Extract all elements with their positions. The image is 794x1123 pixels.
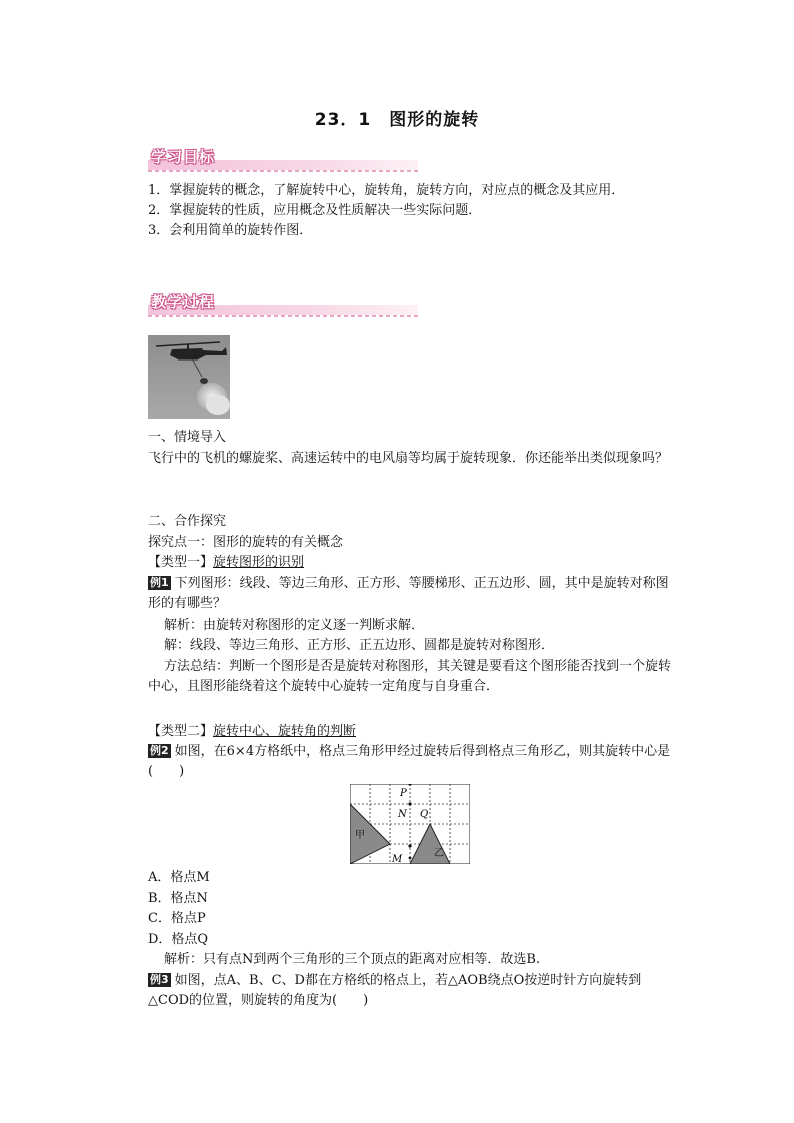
part1-heading: 一、情境导入: [148, 430, 227, 445]
point1-heading: 探究点一：图形的旋转的有关概念: [148, 535, 344, 550]
example1: [148, 574, 676, 614]
grid-figure: [350, 784, 470, 864]
example2-tag: 例2: [150, 744, 169, 757]
example3: [148, 971, 676, 1011]
goal-item: 1．掌握旋转的概念，了解旋转中心，旋转角，旋转方向，对应点的概念及其应用．: [148, 183, 625, 198]
example1-analysis: 解析：由旋转对称图形的定义逐一判断求解．: [164, 618, 425, 633]
label-Q: Q: [420, 809, 429, 820]
label-yi: 乙: [434, 848, 444, 859]
example1-tag: 例1: [150, 576, 169, 589]
type1-title: 旋转图形的识别: [213, 555, 305, 570]
label-jia: 甲: [355, 830, 365, 841]
label-P: P: [400, 788, 407, 799]
example2-analysis: 解析：只有点N到两个三角形的三个顶点的距离对应相等．故选B.: [164, 952, 541, 967]
example1-text: 下列图形：线段、等边三角形、正方形、等腰梯形、正五边形、圆，其中是旋转对称图形的有哪些？: [148, 576, 669, 611]
type2-heading: [148, 722, 356, 742]
goals-banner-label: 学习目标: [151, 148, 216, 166]
part1-text: 飞行中的飞机的螺旋桨、高速运转中的电风扇等均属于旋转现象．你还能举出类似现象吗？: [148, 451, 669, 466]
process-banner-label: 教学过程: [151, 293, 216, 311]
option-b: B．格点N: [148, 891, 208, 906]
page-title: 23．1 图形的旋转: [314, 110, 480, 130]
example1-solution: 解：线段、等边三角形、正方形、正五边形、圆都是旋转对称图形．: [164, 638, 555, 653]
part2-heading: 二、合作探究: [148, 514, 227, 529]
goals-banner: [148, 146, 418, 176]
example2-text: 如图，在6×4方格纸中，格点三角形甲经过旋转后得到格点三角形乙，则其旋转中心是( ): [148, 744, 671, 779]
type1-heading: [148, 553, 304, 573]
label-N: N: [398, 809, 407, 820]
type1-bracket: 【类型一】: [148, 555, 214, 570]
example3-text: 如图，点A、B、C、D都在方格纸的格点上，若△AOB绕点O按逆时针方向旋转到△COD的位置，则旋转的角度为( ): [148, 973, 642, 1008]
helicopter-photo: [148, 335, 230, 419]
option-d: D．格点Q: [148, 932, 209, 947]
type2-bracket: 【类型二】: [148, 724, 214, 739]
example3-tag: 例3: [150, 973, 169, 986]
label-M: M: [392, 854, 403, 864]
goal-item: 2．掌握旋转的性质，应用概念及性质解决一些实际问题．: [148, 203, 482, 218]
type2-title: 旋转中心、旋转角的判断: [213, 724, 357, 739]
goal-item: 3．会利用简单的旋转作图．: [148, 223, 313, 238]
example1-summary: 方法总结：判断一个图形是否是旋转对称图形，其关键是要看这个图形能否找到一个旋转中心，且图形能绕着这个旋转中心旋转一定角度与自身重合．: [148, 659, 672, 694]
option-c: C．格点P: [148, 911, 206, 926]
option-a: A．格点M: [148, 870, 210, 885]
example2: [148, 742, 676, 782]
process-banner: [148, 291, 418, 321]
